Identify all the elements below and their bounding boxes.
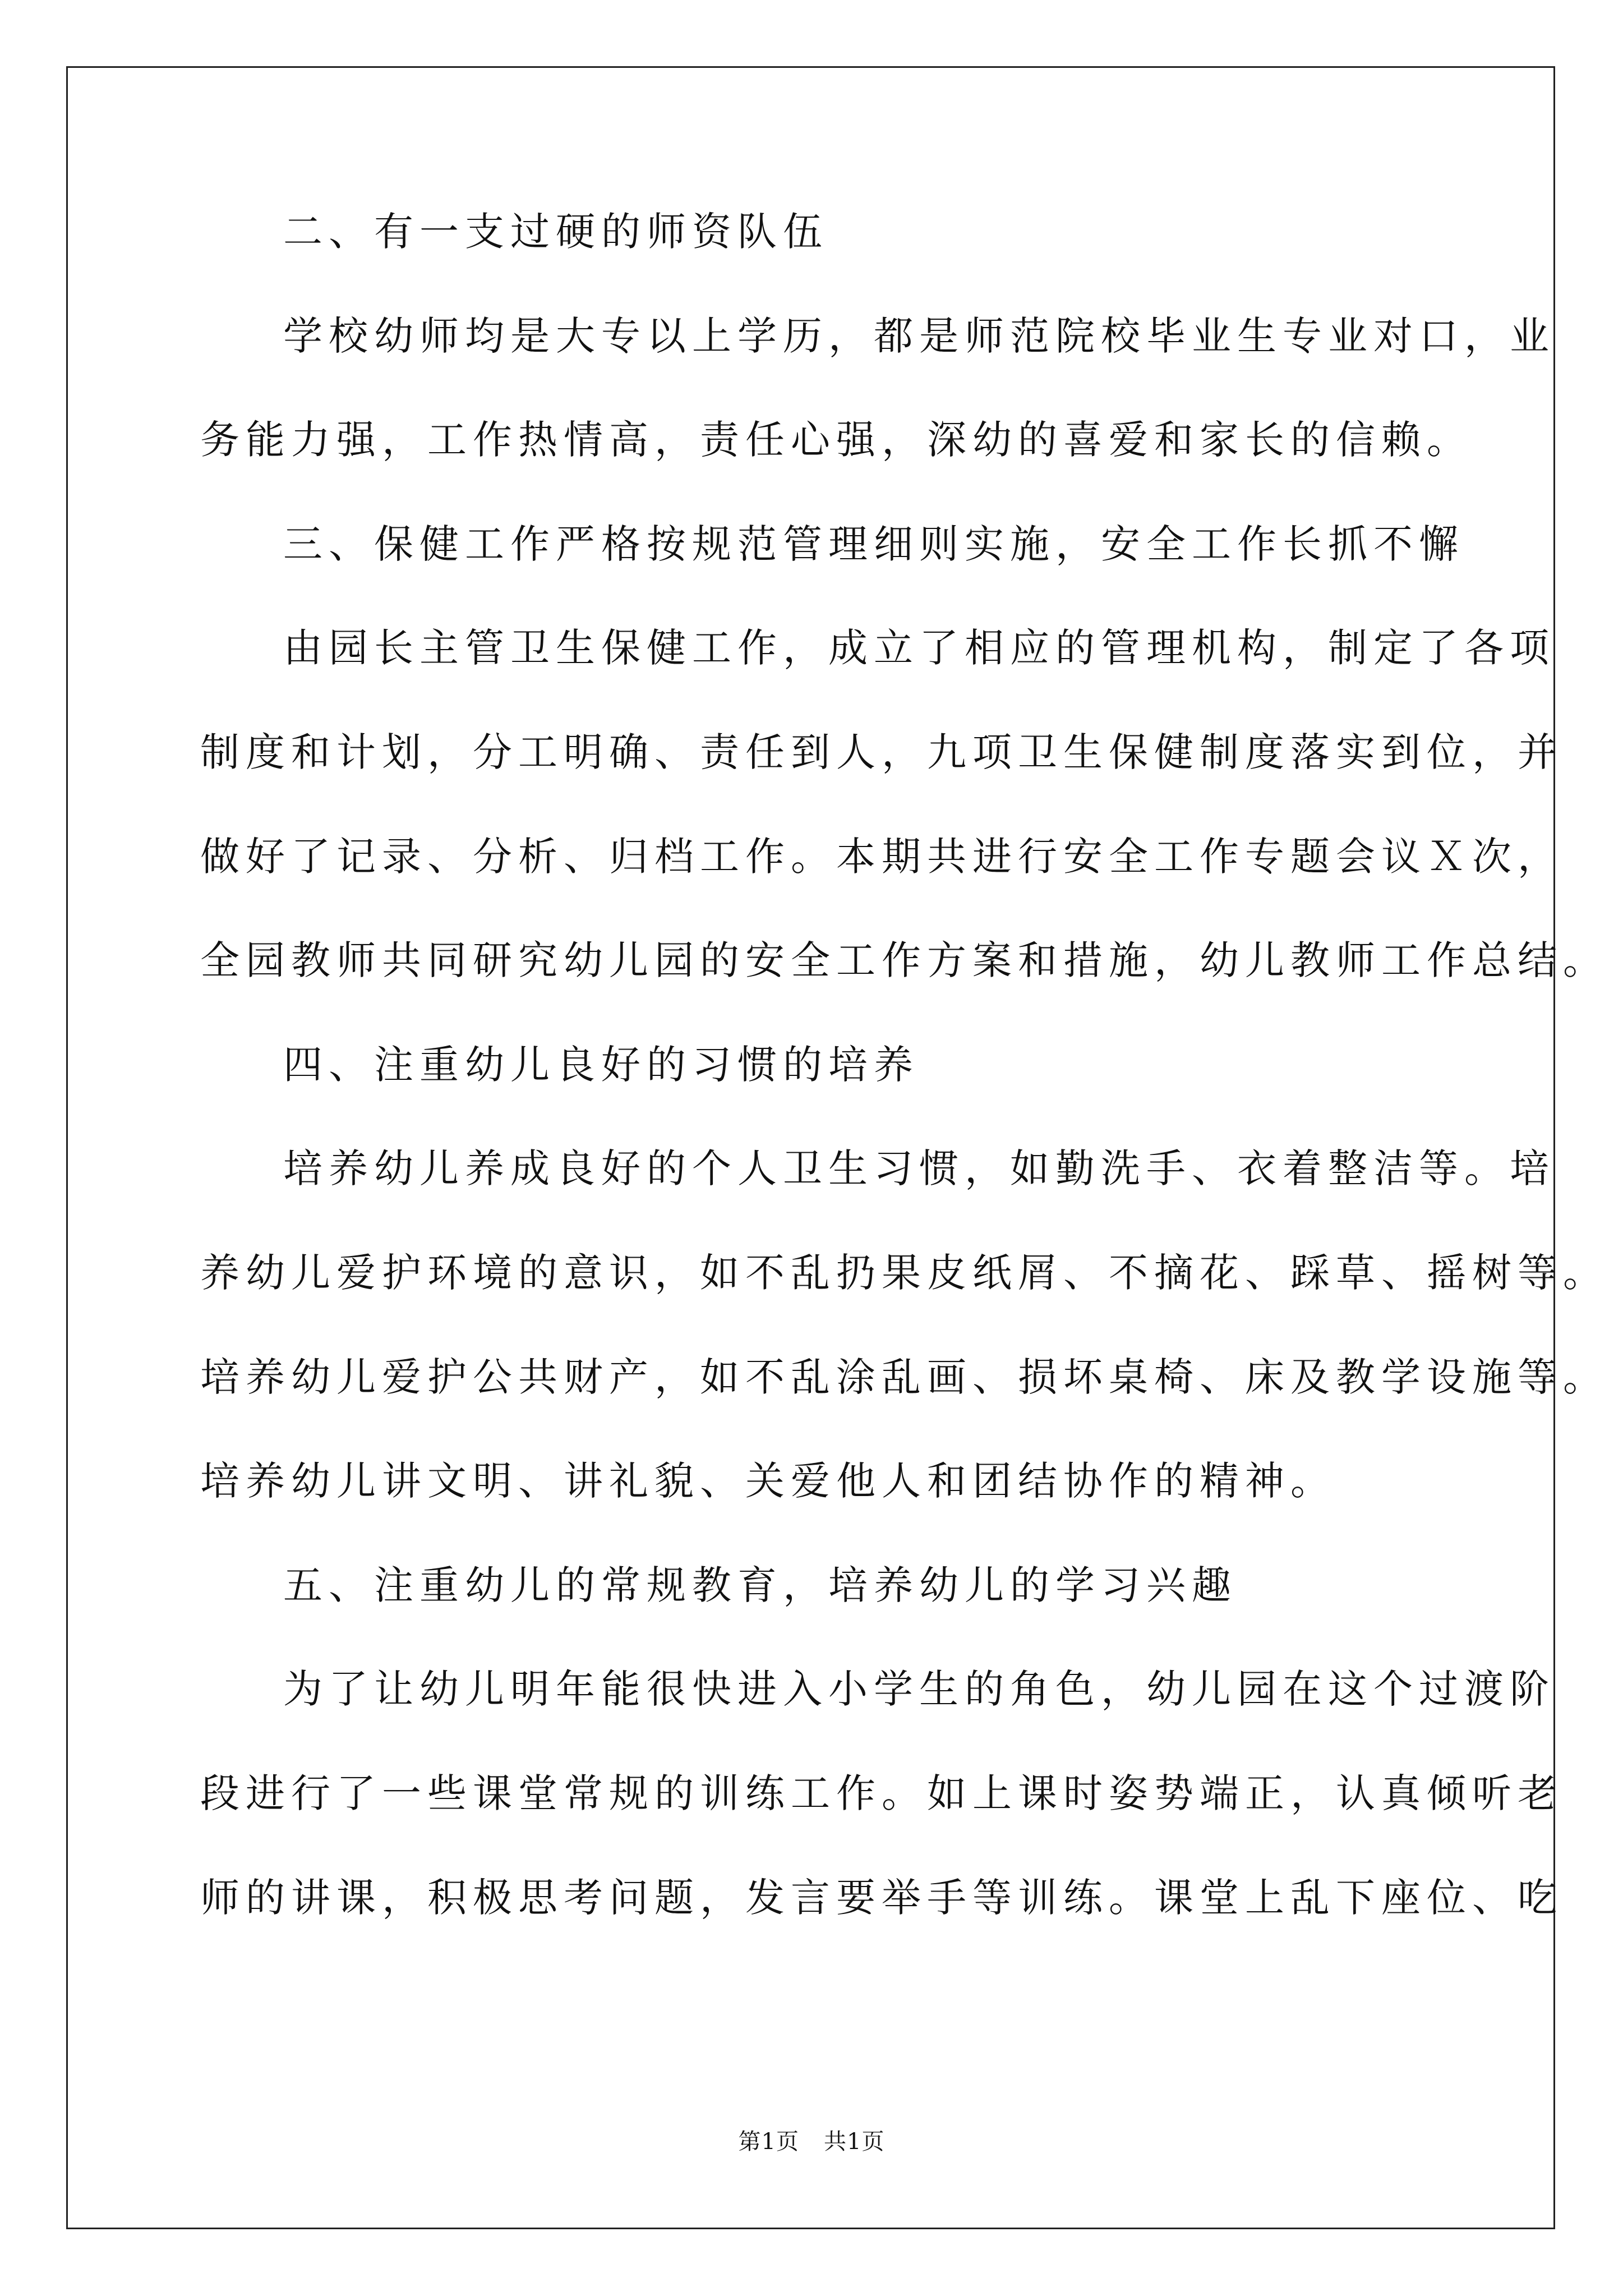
text-line: 由园长主管卫生保健工作，成立了相应的管理机构，制定了各项 [283, 625, 1555, 671]
text-line: 师的讲课，积极思考问题，发言要举手等训练。课堂上乱下座位、吃 [200, 1875, 1563, 1921]
text-line: 学校幼师均是大专以上学历，都是师范院校毕业生专业对口，业 [283, 313, 1555, 359]
text-line: 培养幼儿爱护公共财产，如不乱涂乱画、损坏桌椅、床及教学设施等。 [200, 1354, 1608, 1400]
text-line: 做好了记录、分析、归档工作。本期共进行安全工作专题会议Ｘ次， [200, 834, 1563, 880]
text-line: 务能力强，工作热情高，责任心强，深幼的喜爱和家长的信赖。 [200, 417, 1472, 463]
text-line: 制度和计划，分工明确、责任到人，九项卫生保健制度落实到位，并 [200, 729, 1563, 775]
text-line: 全园教师共同研究幼儿园的安全工作方案和措施，幼儿教师工作总结。 [200, 937, 1608, 983]
page-count: 共1页 [824, 2129, 885, 2155]
text-line: 三、保健工作严格按规范管理细则实施，安全工作长抓不懈 [283, 521, 1464, 567]
text-line: 养幼儿爱护环境的意识，如不乱扔果皮纸屑、不摘花、踩草、摇树等。 [200, 1250, 1608, 1296]
text-line: 四、注重幼儿良好的习惯的培养 [283, 1042, 919, 1088]
page-footer [0, 2126, 1623, 2157]
text-line: 培养幼儿讲文明、讲礼貌、关爱他人和团结协作的精神。 [200, 1458, 1336, 1504]
text-line: 二、有一支过硬的师资队伍 [283, 209, 828, 255]
text-line: 为了让幼儿明年能很快进入小学生的角色，幼儿园在这个过渡阶 [283, 1666, 1555, 1712]
text-line: 培养幼儿养成良好的个人卫生习惯，如勤洗手、衣着整洁等。培 [283, 1145, 1555, 1191]
text-line: 五、注重幼儿的常规教育，培养幼儿的学习兴趣 [283, 1562, 1237, 1608]
page-number: 第1页 [738, 2129, 799, 2155]
text-line: 段进行了一些课堂常规的训练工作。如上课时姿势端正，认真倾听老 [200, 1770, 1563, 1816]
